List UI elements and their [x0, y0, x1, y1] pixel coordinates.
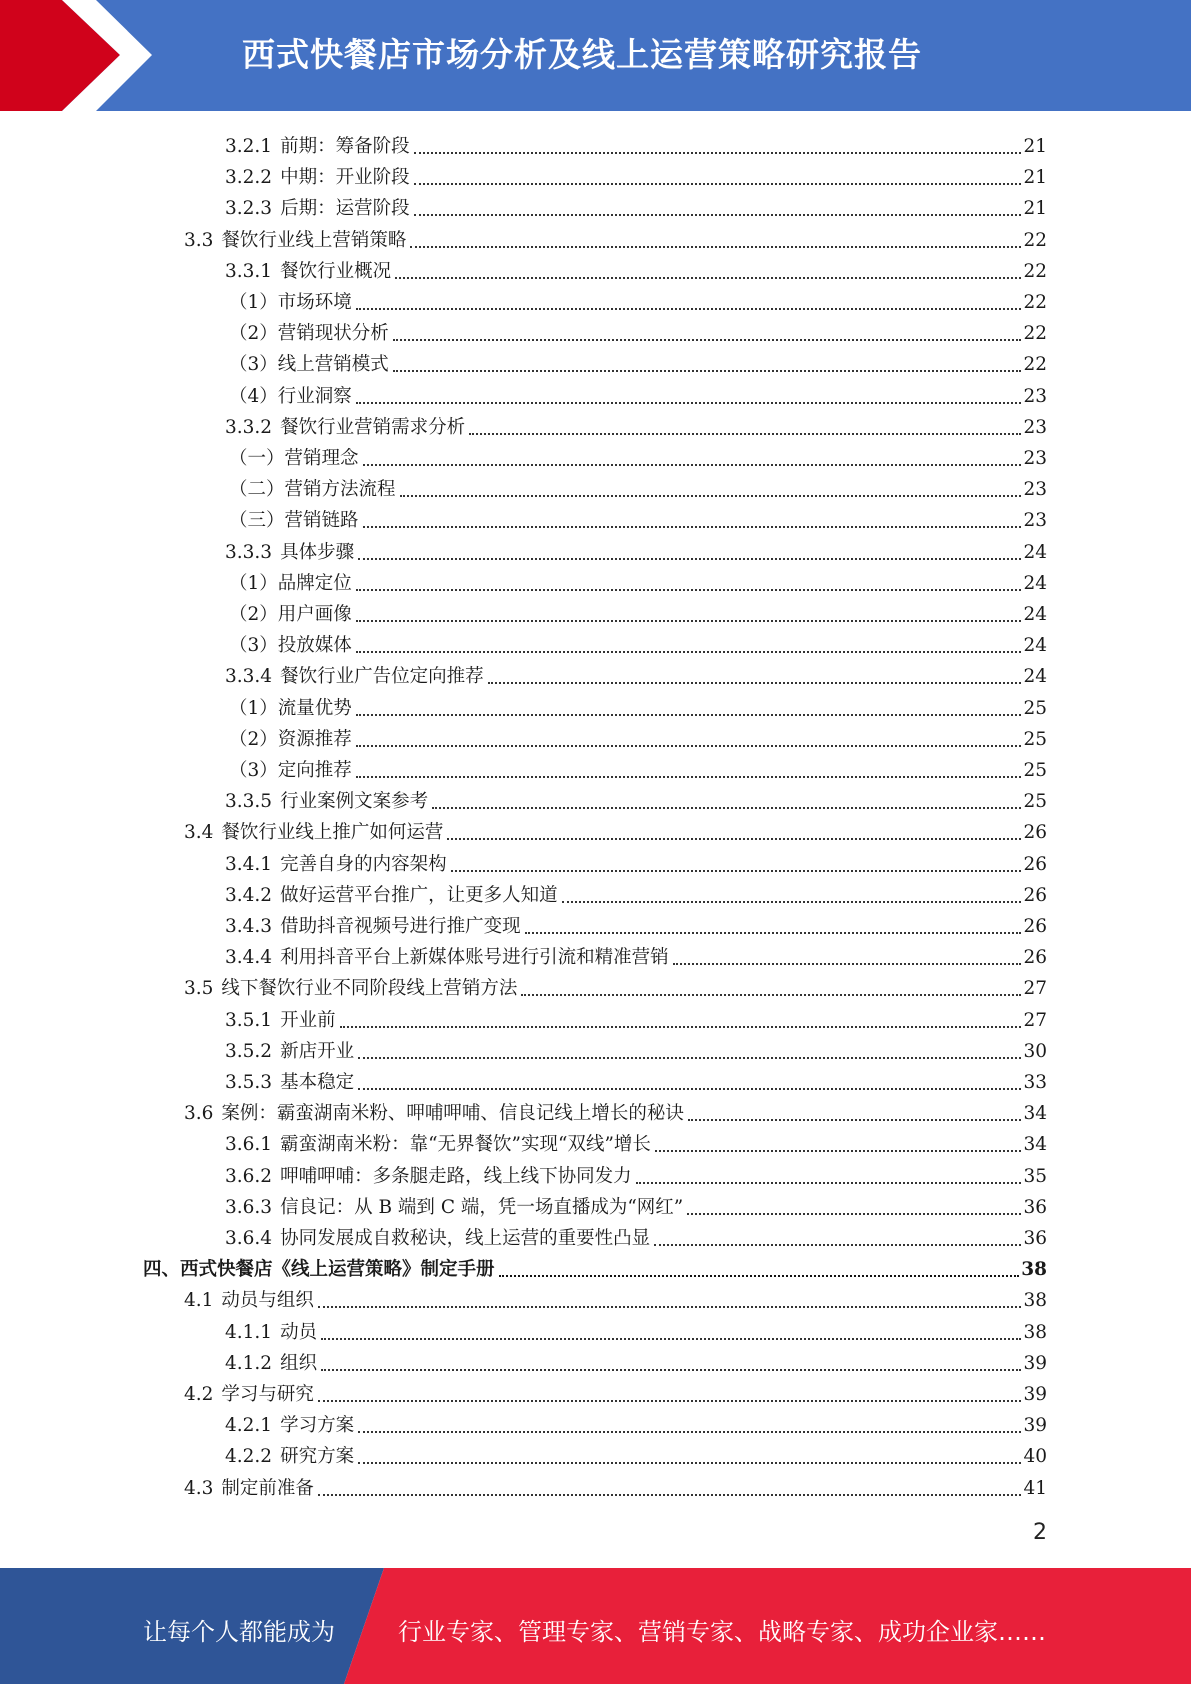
page-header	[0, 0, 1191, 111]
toc-entry[interactable]	[229, 565, 1047, 596]
toc-entry-number: 3.3.3	[225, 541, 273, 563]
page-footer	[0, 1568, 1191, 1684]
toc-dot-leader	[447, 837, 1021, 840]
toc-entry-title: 信良记：从 B 端到 C 端，凭一场直播成为“网红”	[280, 1196, 684, 1218]
toc-entry-number: （2）	[229, 728, 278, 750]
toc-entry[interactable]	[229, 721, 1047, 752]
toc-entry-number: 3.6.4	[225, 1228, 273, 1249]
toc-entry-number: （4）	[229, 385, 278, 407]
toc-entry-page: 24	[1023, 604, 1047, 625]
toc-entry[interactable]	[225, 783, 1047, 814]
toc-entry-page: 24	[1023, 572, 1047, 594]
toc-dot-leader	[688, 1118, 1022, 1121]
toc-dot-leader	[636, 1181, 1022, 1184]
toc-entry-page: 35	[1023, 1165, 1047, 1187]
toc-dot-leader	[432, 806, 1021, 809]
page-number: 2	[1033, 1520, 1047, 1545]
toc-entry[interactable]	[184, 1095, 1047, 1126]
toc-dot-leader	[655, 1149, 1022, 1152]
toc-entry-number: 4.1	[184, 1290, 214, 1312]
toc-entry-number: （二）	[229, 479, 285, 501]
toc-entry-number: 4.1.2	[225, 1352, 273, 1374]
toc-dot-leader	[356, 650, 1022, 653]
toc-dot-leader	[393, 338, 1022, 341]
toc-entry-page: 21	[1023, 198, 1047, 220]
toc-entry-number: 3.5.1	[225, 1009, 273, 1031]
toc-dot-leader	[451, 869, 1022, 872]
toc-entry-title: 品牌定位	[277, 572, 352, 594]
toc-entry-number: 3.4.1	[225, 853, 273, 875]
toc-dot-leader	[521, 993, 1021, 996]
toc-entry-page: 25	[1023, 791, 1047, 813]
toc-entry-number: 3.6.1	[225, 1134, 273, 1156]
toc-entry[interactable]	[225, 939, 1047, 970]
toc-entry-page: 26	[1023, 822, 1047, 844]
toc-entry-title: 案例：霸蛮湖南米粉、呷哺呷哺、信良记线上增长的秘诀	[221, 1103, 684, 1125]
toc-entry-number: （2）	[229, 604, 278, 625]
toc-entry-number: 3.4.3	[225, 916, 273, 937]
toc-entry-page: 23	[1023, 385, 1047, 407]
toc-entry-number: 3.2.1	[225, 136, 273, 157]
toc-entry[interactable]	[229, 440, 1047, 471]
toc-entry-number: 3.2.2	[225, 167, 273, 189]
toc-entry[interactable]	[225, 846, 1047, 877]
toc-entry-page: 25	[1023, 760, 1047, 781]
toc-entry-number: 3.4.4	[225, 947, 273, 969]
toc-entry[interactable]	[225, 128, 1047, 159]
toc-entry-number: 3.5.2	[225, 1040, 273, 1062]
toc-entry-title: 后期：运营阶段	[280, 198, 410, 220]
toc-dot-leader	[393, 369, 1022, 372]
toc-entry-title: 投放媒体	[277, 635, 352, 657]
toc-entry-page: 33	[1023, 1072, 1047, 1093]
toc-entry-page: 26	[1023, 853, 1047, 875]
toc-entry-page: 21	[1023, 167, 1047, 189]
toc-dot-leader	[525, 931, 1022, 934]
toc-dot-leader	[654, 1243, 1021, 1246]
toc-dot-leader	[356, 744, 1022, 747]
toc-entry[interactable]	[229, 502, 1047, 533]
toc-entry-title: 开业前	[280, 1009, 336, 1031]
toc-entry-number: 3.5	[184, 978, 214, 1000]
toc-dot-leader	[321, 1368, 1021, 1371]
toc-dot-leader	[673, 962, 1022, 965]
toc-entry[interactable]	[229, 690, 1047, 721]
toc-entry-title: 行业洞察	[277, 385, 352, 407]
toc-entry-number: 3.4.2	[225, 884, 273, 906]
toc-entry[interactable]	[225, 1033, 1047, 1064]
toc-entry-title: 动员	[280, 1321, 318, 1343]
toc-entry[interactable]	[225, 1220, 1047, 1251]
toc-entry-title: 定向推荐	[277, 760, 352, 781]
toc-entry-page: 40	[1023, 1446, 1047, 1468]
toc-entry[interactable]	[229, 284, 1047, 315]
toc-entry-number: 3.3.4	[225, 666, 273, 688]
toc-entry-page: 22	[1023, 292, 1047, 313]
toc-dot-leader	[395, 276, 1021, 279]
toc-dot-leader	[358, 1056, 1021, 1059]
toc-entry-number: 3.6.2	[225, 1165, 273, 1187]
toc-entry-number: 4.1.1	[225, 1321, 273, 1343]
toc-entry[interactable]	[229, 378, 1047, 409]
toc-dot-leader	[358, 1461, 1021, 1464]
toc-entry-title: 餐饮行业线上推广如何运营	[221, 822, 444, 844]
toc-entry[interactable]	[225, 253, 1047, 284]
toc-entry[interactable]	[225, 1158, 1047, 1189]
toc-entry[interactable]	[225, 1407, 1047, 1438]
toc-entry-number: （3）	[229, 760, 278, 781]
toc-entry-number: （3）	[229, 354, 278, 376]
toc-entry-number: 3.5.3	[225, 1072, 273, 1093]
toc-dot-leader	[358, 1430, 1021, 1433]
toc-entry[interactable]	[225, 908, 1047, 939]
toc-entry-number: 4.2.1	[225, 1415, 273, 1437]
toc-entry-title: 营销链路	[284, 510, 359, 532]
toc-dot-leader	[356, 307, 1022, 310]
toc-entry-title: 资源推荐	[277, 728, 352, 750]
toc-entry-number: 3.6.3	[225, 1196, 273, 1218]
toc-entry-number: 4.3	[184, 1477, 214, 1499]
toc-entry[interactable]	[225, 1438, 1047, 1469]
toc-entry-page: 38	[1023, 1290, 1047, 1312]
toc-entry[interactable]	[225, 190, 1047, 221]
toc-entry-page: 24	[1023, 541, 1047, 563]
toc-dot-leader	[687, 1212, 1021, 1215]
toc-entry-title: 营销现状分析	[277, 323, 389, 345]
toc-dot-leader	[488, 681, 1022, 684]
toc-dot-leader	[410, 245, 1021, 248]
toc-dot-leader	[562, 900, 1022, 903]
toc-entry[interactable]	[143, 1251, 1047, 1282]
toc-entry-number: （2）	[229, 323, 278, 345]
toc-entry-number: （1）	[229, 572, 278, 594]
toc-dot-leader	[318, 1493, 1022, 1496]
toc-entry[interactable]	[225, 534, 1047, 565]
toc-entry-title: 利用抖音平台上新媒体账号进行引流和精准营销	[280, 947, 669, 969]
toc-entry-page: 24	[1023, 635, 1047, 657]
toc-entry[interactable]	[229, 471, 1047, 502]
toc-dot-leader	[414, 213, 1022, 216]
toc-entry[interactable]	[184, 1470, 1047, 1501]
toc-dot-leader	[469, 432, 1021, 435]
toc-dot-leader	[340, 1025, 1022, 1028]
toc-entry-number: 4.2	[184, 1384, 214, 1405]
toc-entry-page: 23	[1023, 479, 1047, 501]
toc-entry[interactable]	[225, 1345, 1047, 1376]
toc-entry[interactable]	[225, 877, 1047, 908]
toc-entry-page: 25	[1023, 728, 1047, 750]
toc-entry-page: 34	[1023, 1134, 1047, 1156]
toc-entry-number: 3.3.2	[225, 416, 273, 438]
toc-dot-leader	[358, 1087, 1021, 1090]
toc-entry-page: 34	[1023, 1103, 1047, 1125]
toc-entry-title: 餐饮行业线上营销策略	[221, 229, 407, 251]
toc-entry-page: 22	[1023, 354, 1047, 376]
toc-dot-leader	[363, 463, 1022, 466]
toc-entry-title: 餐饮行业概况	[280, 260, 392, 282]
toc-entry[interactable]	[184, 814, 1047, 845]
toc-entry-number: （三）	[229, 510, 285, 532]
toc-entry-number: 3.3.5	[225, 791, 273, 813]
toc-entry-title: 线上营销模式	[277, 354, 389, 376]
toc-entry-title: 制定前准备	[221, 1477, 314, 1499]
toc-entry[interactable]	[229, 315, 1047, 346]
toc-entry-title: 前期：筹备阶段	[280, 136, 410, 157]
toc-entry-title: 做好运营平台推广，让更多人知道	[280, 884, 558, 906]
toc-entry-title: 霸蛮湖南米粉：靠“无界餐饮”实现“双线”增长	[280, 1134, 651, 1156]
toc-entry-title: 用户画像	[277, 604, 352, 625]
toc-entry-title: 新店开业	[280, 1040, 355, 1062]
toc-entry-page: 36	[1023, 1196, 1047, 1218]
toc-entry-title: 行业案例文案参考	[280, 791, 429, 813]
toc-entry-number: （1）	[229, 697, 278, 719]
toc-entry-page: 41	[1023, 1477, 1047, 1499]
toc-entry[interactable]	[225, 159, 1047, 190]
toc-dot-leader	[414, 182, 1022, 185]
toc-entry-title: 餐饮行业广告位定向推荐	[280, 666, 484, 688]
toc-entry-title: 基本稳定	[280, 1072, 355, 1093]
toc-entry-page: 23	[1023, 448, 1047, 469]
toc-dot-leader	[356, 619, 1022, 622]
toc-dot-leader	[356, 713, 1022, 716]
toc-entry-page: 27	[1023, 1009, 1047, 1031]
toc-entry-title: 市场环境	[277, 292, 352, 313]
toc-dot-leader	[363, 525, 1022, 528]
toc-dot-leader	[358, 557, 1021, 560]
toc-entry-page: 23	[1023, 510, 1047, 532]
footer-slogan-left: 让每个人都能成为	[143, 1618, 335, 1646]
toc-entry-page: 38	[1021, 1259, 1047, 1281]
toc-dot-leader	[414, 151, 1022, 154]
report-title: 西式快餐店市场分析及线上运营策略研究报告	[242, 35, 922, 74]
toc-entry-title: 研究方案	[280, 1446, 355, 1468]
toc-entry[interactable]	[229, 627, 1047, 658]
toc-entry-page: 21	[1023, 136, 1047, 157]
toc-entry[interactable]	[184, 222, 1047, 253]
toc-entry-page: 22	[1023, 323, 1047, 345]
toc-entry[interactable]	[229, 346, 1047, 377]
toc-entry[interactable]	[184, 970, 1047, 1001]
toc-entry[interactable]	[225, 1314, 1047, 1345]
toc-entry[interactable]	[184, 1282, 1047, 1313]
toc-entry[interactable]	[225, 1002, 1047, 1033]
toc-dot-leader	[356, 401, 1022, 404]
toc-entry-page: 39	[1023, 1352, 1047, 1374]
toc-entry-page: 22	[1023, 260, 1047, 282]
toc-entry-page: 24	[1023, 666, 1047, 688]
toc-entry-page: 26	[1023, 916, 1047, 937]
toc-entry[interactable]	[225, 1189, 1047, 1220]
toc-entry[interactable]	[184, 1376, 1047, 1407]
toc-entry-number: 3.2.3	[225, 198, 273, 220]
toc-entry-page: 30	[1023, 1040, 1047, 1062]
toc-dot-leader	[400, 494, 1022, 497]
toc-entry-title: 餐饮行业营销需求分析	[280, 416, 466, 438]
toc-entry-title: 学习方案	[280, 1415, 355, 1437]
toc-entry-page: 36	[1023, 1228, 1047, 1249]
toc-entry[interactable]	[229, 752, 1047, 783]
toc-dot-leader	[318, 1305, 1022, 1308]
toc-entry-title: 营销方法流程	[284, 479, 396, 501]
toc-entry-page: 39	[1023, 1415, 1047, 1437]
toc-entry-number: 4.2.2	[225, 1446, 273, 1468]
toc-entry[interactable]	[225, 1126, 1047, 1157]
toc-dot-leader	[318, 1399, 1022, 1402]
toc-entry-page: 26	[1023, 884, 1047, 906]
toc-entry-title: 协同发展成自救秘诀，线上运营的重要性凸显	[280, 1228, 651, 1249]
toc-entry-title: 线下餐饮行业不同阶段线上营销方法	[221, 978, 518, 1000]
toc-entry[interactable]	[225, 1064, 1047, 1095]
toc-dot-leader	[356, 588, 1022, 591]
toc-entry-title: 动员与组织	[221, 1290, 314, 1312]
toc-entry-number: 四、	[143, 1259, 181, 1281]
toc-entry-title: 完善自身的内容架构	[280, 853, 447, 875]
toc-entry-title: 具体步骤	[280, 541, 355, 563]
toc-entry-number: （1）	[229, 292, 278, 313]
toc-entry-title: 中期：开业阶段	[280, 167, 410, 189]
toc-entry-number: （一）	[229, 448, 285, 469]
toc-entry-number: 3.3.1	[225, 260, 273, 282]
toc-entry-number: 3.3	[184, 229, 214, 251]
toc-entry-page: 25	[1023, 697, 1047, 719]
toc-entry-number: 3.6	[184, 1103, 214, 1125]
toc-entry-page: 27	[1023, 978, 1047, 1000]
toc-entry-number: 3.4	[184, 822, 214, 844]
toc-entry[interactable]	[229, 596, 1047, 627]
toc-entry-page: 39	[1023, 1384, 1047, 1405]
toc-entry-number: （3）	[229, 635, 278, 657]
toc-entry-title: 组织	[280, 1352, 318, 1374]
toc-entry-title: 学习与研究	[221, 1384, 314, 1405]
toc-entry[interactable]	[225, 409, 1047, 440]
toc-entry-page: 22	[1023, 229, 1047, 251]
toc-dot-leader	[499, 1274, 1020, 1277]
toc-entry-title: 借助抖音视频号进行推广变现	[280, 916, 521, 937]
toc-entry-title: 营销理念	[284, 448, 359, 469]
toc-dot-leader	[321, 1337, 1021, 1340]
toc-entry-page: 38	[1023, 1321, 1047, 1343]
toc-entry-title: 流量优势	[277, 697, 352, 719]
toc-entry-title: 西式快餐店《线上运营策略》制定手册	[180, 1259, 495, 1281]
toc-dot-leader	[356, 775, 1022, 778]
toc-entry-page: 23	[1023, 416, 1047, 438]
footer-slogan-right: 行业专家、管理专家、营销专家、战略专家、成功企业家……	[398, 1618, 1046, 1646]
toc-entry-title: 呷哺呷哺：多条腿走路，线上线下协同发力	[280, 1165, 632, 1187]
toc-entry[interactable]	[225, 658, 1047, 689]
toc-entry-page: 26	[1023, 947, 1047, 969]
